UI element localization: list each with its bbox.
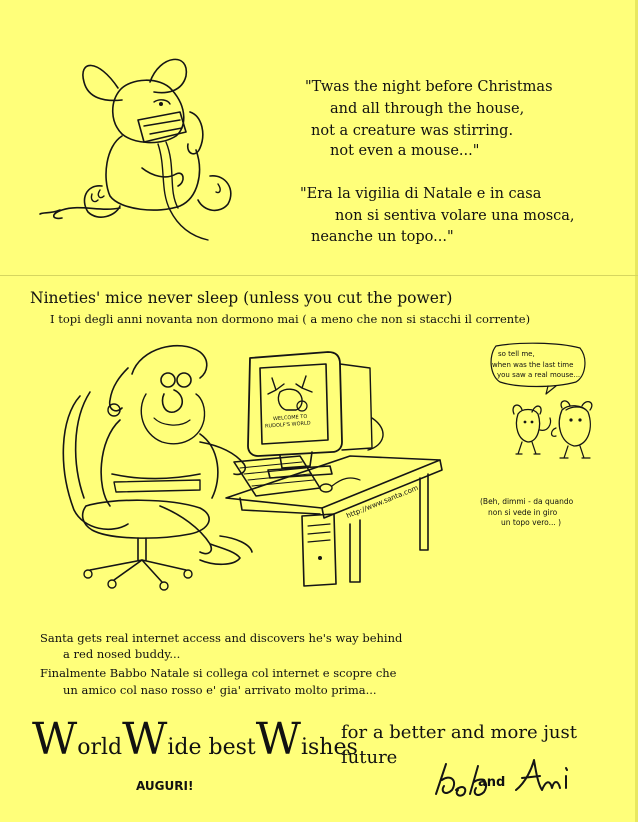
wish-w2: W <box>122 714 168 765</box>
bubble-line-3: you saw a real mouse... <box>497 371 581 379</box>
english-poem-line-4: not even a mouse..." <box>330 143 480 159</box>
santa-caption-en-2: a red nosed buddy... <box>63 647 181 661</box>
santa-caption-en-1: Santa gets real internet access and discovers he's way behind <box>40 631 403 645</box>
better-future-line-1: for a better and more just <box>341 722 577 743</box>
world-wide-best-wishes <box>32 714 358 765</box>
wish-w1-rest: orld <box>77 735 123 760</box>
italian-caption-line-1: (Beh, dimmi - da quando <box>480 497 574 506</box>
screen-welcome-text-2: RUDOLF'S WORLD <box>264 420 311 430</box>
two-mice-drawing <box>506 400 606 470</box>
italian-caption-line-3: un topo vero... ) <box>501 518 562 527</box>
english-poem-line-1: "Twas the night before Christmas <box>305 79 553 95</box>
wish-w2-rest: ide best <box>167 735 256 760</box>
italian-poem-line-1: "Era la vigilia di Natale e in casa <box>300 186 542 202</box>
italian-poem-line-2: non si sentiva volare una mosca, <box>335 208 575 224</box>
screen-welcome-text: WELCOME TO <box>272 413 308 423</box>
mouse-with-phone-drawing <box>40 50 240 240</box>
english-poem-line-2: and all through the house, <box>330 101 525 117</box>
wish-w3: W <box>255 714 301 765</box>
signature-and: and <box>478 775 506 790</box>
auguri-text: AUGURI! <box>136 779 194 793</box>
italian-poem-line-3: neanche un topo..." <box>311 229 454 245</box>
signature-ani <box>512 758 572 798</box>
wish-w3-rest: ishes <box>300 735 358 760</box>
bubble-line-2: when was the last time <box>492 361 574 369</box>
english-poem-line-3: not a creature was stirring. <box>311 123 514 139</box>
santa-at-computer-drawing <box>50 338 470 588</box>
better-future-line-2: future <box>341 747 398 768</box>
italian-caption-line-2: non si vede in giro <box>488 508 558 517</box>
bubble-line-1: so tell me, <box>498 350 535 358</box>
nineties-headline-italian: I topi degli anni novanta non dormono mai ( a meno che non si stacchi il corrente) <box>50 312 531 326</box>
santa-caption-it-2: un amico col naso rosso e' gia' arrivato molto prima... <box>63 683 377 697</box>
nineties-headline: Nineties' mice never sleep (unless you cut the power) <box>30 289 453 307</box>
santa-caption-it-1: Finalmente Babbo Natale si collega col internet e scopre che <box>40 666 397 680</box>
fold-line <box>0 275 638 276</box>
wish-w1: W <box>32 714 78 765</box>
desk-url-text: http://www.santa.com <box>345 483 420 521</box>
